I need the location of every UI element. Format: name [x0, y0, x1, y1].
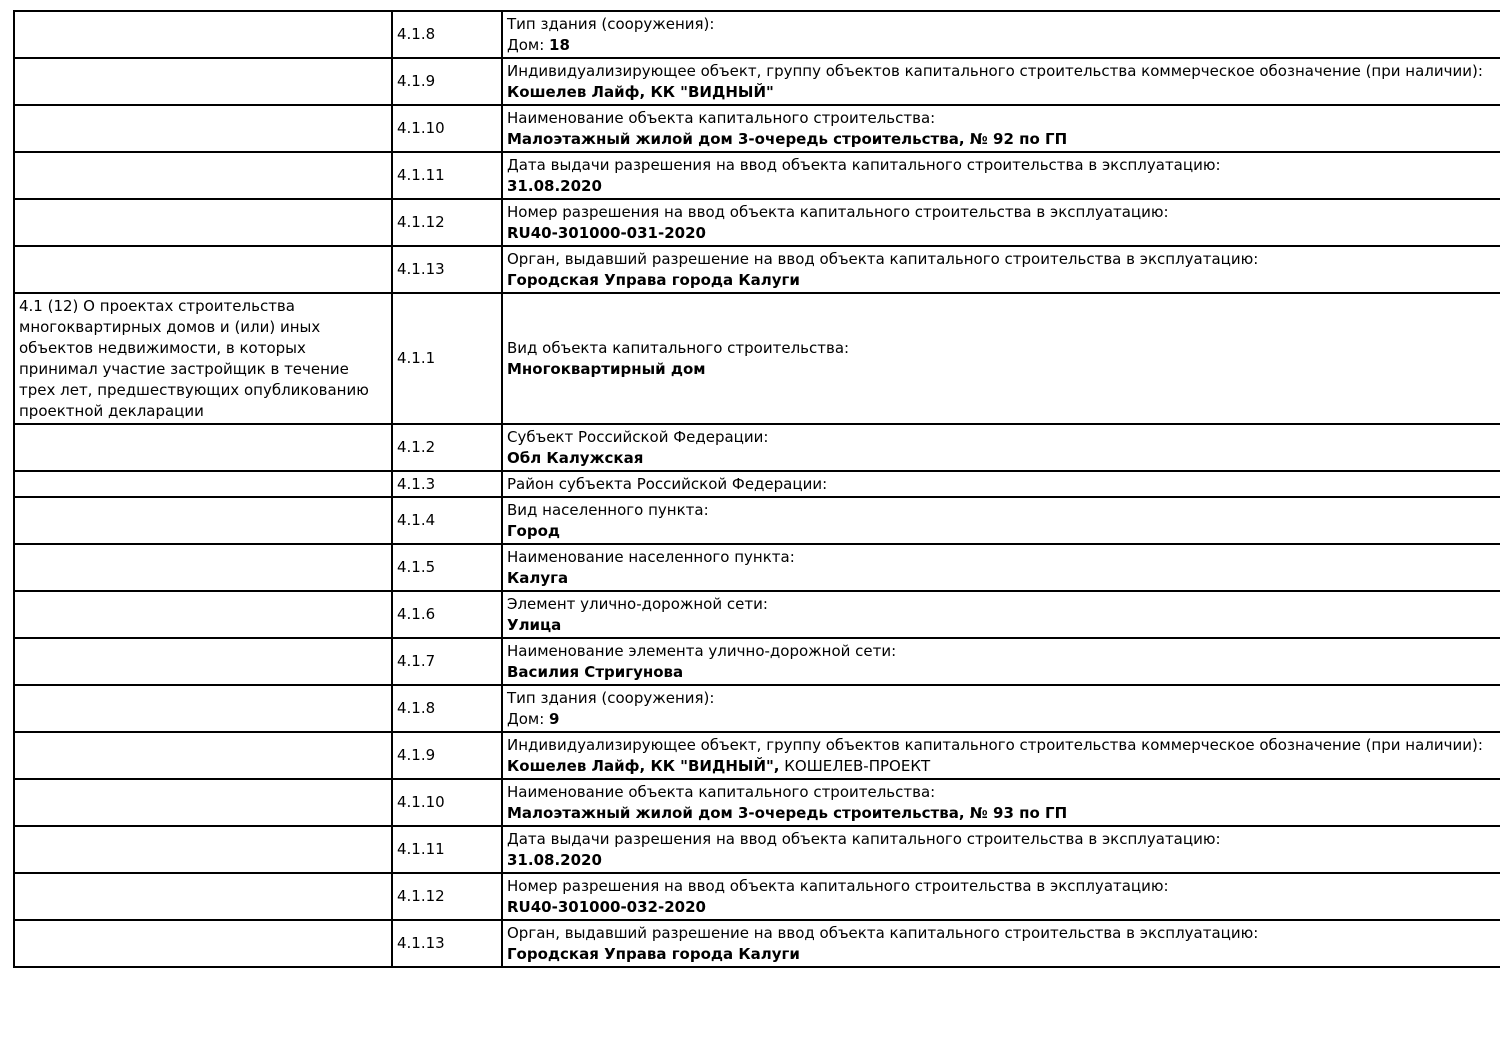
value-segment: КОШЕЛЕВ-ПРОЕКТ — [779, 756, 931, 775]
table-row — [14, 873, 1500, 920]
field-label: Номер разрешения на ввод объекта капитального строительства в эксплуатацию: — [507, 876, 1169, 895]
value-segment: Улица — [507, 615, 562, 634]
field-label: Субъект Российской Федерации: — [507, 427, 769, 446]
content-cell — [502, 105, 1500, 152]
content-cell — [502, 424, 1500, 471]
table-row — [14, 638, 1500, 685]
section-description-cell — [14, 685, 392, 732]
table-row — [14, 152, 1500, 199]
field-value — [507, 568, 1500, 589]
section-description-cell — [14, 152, 392, 199]
content-cell — [502, 732, 1500, 779]
content-cell — [502, 11, 1500, 58]
field-value — [507, 756, 1500, 777]
section-description-cell — [14, 246, 392, 293]
value-segment: Дом: — [507, 709, 550, 728]
content-cell — [502, 779, 1500, 826]
field-value — [507, 176, 1500, 197]
field-label: Тип здания (сооружения): — [507, 14, 715, 33]
table-row — [14, 11, 1500, 58]
section-description-cell — [14, 873, 392, 920]
content-cell — [502, 199, 1500, 246]
field-value — [507, 448, 1500, 469]
section-description-cell — [14, 11, 392, 58]
section-description-cell — [14, 920, 392, 967]
field-label: Наименование объекта капитального строительства: — [507, 108, 936, 127]
content-cell — [502, 497, 1500, 544]
field-value — [507, 359, 1500, 380]
row-code-cell: 4.1.9 — [392, 732, 502, 779]
section-description-cell — [14, 471, 392, 497]
content-cell — [502, 638, 1500, 685]
section-description-cell: 4.1 (12) О проектах строительства многоквартирных домов и (или) иных объектов недвижимости, в которых принимал участие застройщик в течение трех лет, предшествующих опубликованию проектной декларации — [14, 293, 392, 424]
table-row — [14, 199, 1500, 246]
field-value — [507, 662, 1500, 683]
field-value — [507, 82, 1500, 103]
table-row — [14, 920, 1500, 967]
content-cell — [502, 873, 1500, 920]
section-description-cell — [14, 58, 392, 105]
content-cell — [502, 246, 1500, 293]
field-label: Наименование населенного пункта: — [507, 547, 795, 566]
table-row — [14, 471, 1500, 497]
field-label: Индивидуализирующее объект, группу объектов капитального строительства коммерческое обозначение (при наличии): — [507, 61, 1483, 80]
field-value — [507, 709, 1500, 730]
value-segment: 31.08.2020 — [507, 850, 602, 869]
table-row — [14, 497, 1500, 544]
field-value — [507, 615, 1500, 636]
value-segment: Василия Стригунова — [507, 662, 684, 681]
table-row — [14, 58, 1500, 105]
field-label: Дата выдачи разрешения на ввод объекта капитального строительства в эксплуатацию: — [507, 829, 1221, 848]
row-code-cell: 4.1.11 — [392, 152, 502, 199]
row-code-cell: 4.1.3 — [392, 471, 502, 497]
field-value — [507, 35, 1500, 56]
table-row — [14, 246, 1500, 293]
row-code-cell: 4.1.1 — [392, 293, 502, 424]
row-code-cell: 4.1.8 — [392, 685, 502, 732]
value-segment: Городская Управа города Калуги — [507, 270, 800, 289]
field-value — [507, 521, 1500, 542]
value-segment: Малоэтажный жилой дом 3-очередь строительства, № 93 по ГП — [507, 803, 1068, 822]
content-cell — [502, 685, 1500, 732]
section-description-cell — [14, 544, 392, 591]
content-cell — [502, 920, 1500, 967]
row-code-cell: 4.1.8 — [392, 11, 502, 58]
content-cell — [502, 152, 1500, 199]
field-label: Наименование элемента улично-дорожной сети: — [507, 641, 897, 660]
value-segment: RU40-301000-032-2020 — [507, 897, 706, 916]
value-segment: Город — [507, 521, 561, 540]
content-cell — [502, 293, 1500, 424]
row-code-cell: 4.1.4 — [392, 497, 502, 544]
field-label: Наименование объекта капитального строительства: — [507, 782, 936, 801]
table-row — [14, 685, 1500, 732]
row-code-cell: 4.1.12 — [392, 199, 502, 246]
value-segment: Кошелев Лайф, КК "ВИДНЫЙ" — [507, 82, 774, 101]
section-description-cell — [14, 105, 392, 152]
field-value — [507, 803, 1500, 824]
value-segment: 18 — [549, 35, 570, 54]
row-code-cell: 4.1.11 — [392, 826, 502, 873]
table-row — [14, 779, 1500, 826]
table-row — [14, 826, 1500, 873]
row-code-cell: 4.1.10 — [392, 779, 502, 826]
field-label: Вид населенного пункта: — [507, 500, 709, 519]
field-label: Индивидуализирующее объект, группу объектов капитального строительства коммерческое обозначение (при наличии): — [507, 735, 1483, 754]
row-code-cell: 4.1.9 — [392, 58, 502, 105]
value-segment: Дом: — [507, 35, 550, 54]
field-label: Орган, выдавший разрешение на ввод объекта капитального строительства в эксплуатацию: — [507, 249, 1259, 268]
row-code-cell: 4.1.7 — [392, 638, 502, 685]
table-row — [14, 105, 1500, 152]
value-segment: 9 — [549, 709, 560, 728]
field-value — [507, 129, 1500, 150]
field-label: Вид объекта капитального строительства: — [507, 338, 850, 357]
value-segment: Обл Калужская — [507, 448, 644, 467]
table-row — [14, 544, 1500, 591]
field-label: Орган, выдавший разрешение на ввод объекта капитального строительства в эксплуатацию: — [507, 923, 1259, 942]
table-row — [14, 732, 1500, 779]
section-description-cell — [14, 199, 392, 246]
field-label: Номер разрешения на ввод объекта капитального строительства в эксплуатацию: — [507, 202, 1169, 221]
content-cell — [502, 826, 1500, 873]
content-cell — [502, 591, 1500, 638]
table-row — [14, 424, 1500, 471]
section-description-cell — [14, 779, 392, 826]
field-label: Тип здания (сооружения): — [507, 688, 715, 707]
field-label: Элемент улично-дорожной сети: — [507, 594, 768, 613]
section-description-cell — [14, 732, 392, 779]
row-code-cell: 4.1.10 — [392, 105, 502, 152]
declaration-table — [13, 10, 1500, 968]
section-description-cell — [14, 424, 392, 471]
section-description-cell — [14, 591, 392, 638]
field-value — [507, 897, 1500, 918]
value-segment: 31.08.2020 — [507, 176, 602, 195]
section-description-cell — [14, 497, 392, 544]
content-cell — [502, 58, 1500, 105]
row-code-cell: 4.1.6 — [392, 591, 502, 638]
value-segment: Калуга — [507, 568, 569, 587]
row-code-cell: 4.1.13 — [392, 246, 502, 293]
content-cell — [502, 544, 1500, 591]
field-value — [507, 223, 1500, 244]
value-segment: Многоквартирный дом — [507, 359, 706, 378]
section-description-cell — [14, 826, 392, 873]
declaration-table-body — [14, 11, 1500, 967]
field-value — [507, 944, 1500, 965]
value-segment: Кошелев Лайф, КК "ВИДНЫЙ", — [507, 756, 780, 775]
value-segment: RU40-301000-031-2020 — [507, 223, 706, 242]
table-row — [14, 591, 1500, 638]
value-segment: Малоэтажный жилой дом 3-очередь строительства, № 92 по ГП — [507, 129, 1068, 148]
row-code-cell: 4.1.12 — [392, 873, 502, 920]
field-value — [507, 270, 1500, 291]
field-label: Дата выдачи разрешения на ввод объекта капитального строительства в эксплуатацию: — [507, 155, 1221, 174]
row-code-cell: 4.1.2 — [392, 424, 502, 471]
section-description-cell — [14, 638, 392, 685]
field-label: Район субъекта Российской Федерации: — [507, 474, 828, 493]
value-segment: Городская Управа города Калуги — [507, 944, 800, 963]
field-value — [507, 850, 1500, 871]
table-row — [14, 293, 1500, 424]
content-cell — [502, 471, 1500, 497]
row-code-cell: 4.1.5 — [392, 544, 502, 591]
row-code-cell: 4.1.13 — [392, 920, 502, 967]
